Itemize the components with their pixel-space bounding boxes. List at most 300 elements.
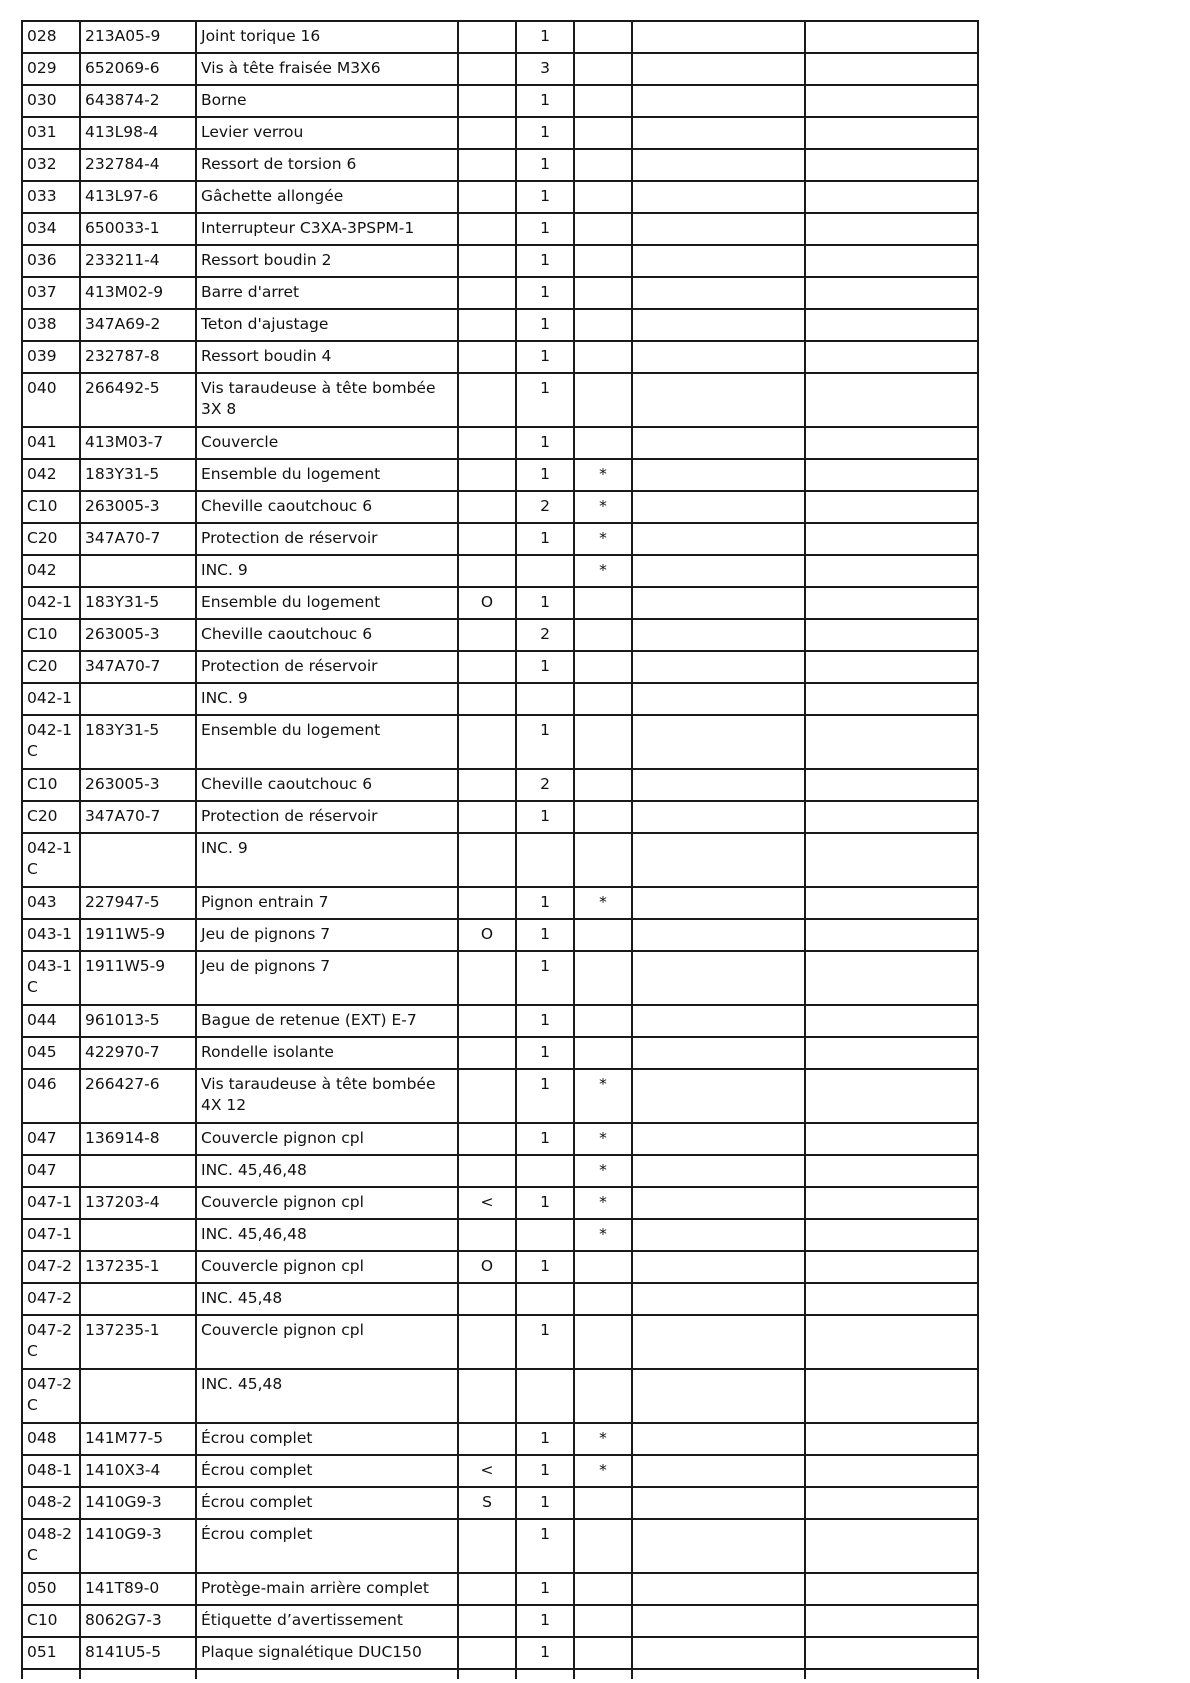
note-mark (574, 769, 632, 801)
note-mark (574, 1637, 632, 1669)
part-number: 347A70-7 (80, 523, 196, 555)
note-mark (574, 1005, 632, 1037)
empty-cell (805, 341, 978, 373)
quantity: 1 (516, 245, 574, 277)
empty-cell (805, 1283, 978, 1315)
item-number: 047-1 (22, 1187, 80, 1219)
option-mark (458, 555, 516, 587)
option-mark (458, 1005, 516, 1037)
option-mark (458, 245, 516, 277)
part-number: 8141U5-5 (80, 1637, 196, 1669)
part-description: Écrou complet (196, 1455, 458, 1487)
table-row (22, 619, 978, 651)
note-mark (574, 245, 632, 277)
empty-cell (805, 715, 978, 769)
note-mark (574, 427, 632, 459)
note-mark (574, 833, 632, 887)
item-number: 039 (22, 341, 80, 373)
quantity: 1 (516, 801, 574, 833)
part-description: INC. 9 (196, 833, 458, 887)
table-row (22, 1369, 978, 1423)
note-mark (574, 1251, 632, 1283)
item-number: 032 (22, 149, 80, 181)
quantity: 1 (516, 213, 574, 245)
note-mark (574, 801, 632, 833)
part-number: 266492-5 (80, 373, 196, 427)
item-number: 041 (22, 427, 80, 459)
quantity: 2 (516, 769, 574, 801)
part-number: 347A70-7 (80, 651, 196, 683)
table-row (22, 951, 978, 1005)
part-number: 1911W5-9 (80, 919, 196, 951)
table-row (22, 373, 978, 427)
part-number (80, 555, 196, 587)
part-description: Teton d'ajustage (196, 309, 458, 341)
quantity (516, 1369, 574, 1423)
item-number: 046 (22, 1069, 80, 1123)
option-mark (458, 21, 516, 53)
empty-cell (632, 1251, 805, 1283)
note-mark (574, 1519, 632, 1573)
empty-cell (632, 651, 805, 683)
table-row (22, 1123, 978, 1155)
part-description: Couvercle pignon cpl (196, 1187, 458, 1219)
part-description: Écrou complet (196, 1519, 458, 1573)
empty-cell (196, 1669, 458, 1679)
note-mark: * (574, 491, 632, 523)
quantity: 1 (516, 181, 574, 213)
part-description: Étiquette d’avertissement (196, 1605, 458, 1637)
option-mark: O (458, 919, 516, 951)
quantity: 1 (516, 1315, 574, 1369)
table-row (22, 341, 978, 373)
empty-cell (805, 427, 978, 459)
empty-cell (632, 1219, 805, 1251)
table-row (22, 1187, 978, 1219)
empty-cell (805, 309, 978, 341)
table-row (22, 117, 978, 149)
part-description: Ensemble du logement (196, 715, 458, 769)
table-row (22, 277, 978, 309)
empty-cell (805, 619, 978, 651)
option-mark (458, 373, 516, 427)
empty-cell (805, 181, 978, 213)
option-mark (458, 1519, 516, 1573)
empty-cell (805, 277, 978, 309)
table-row (22, 181, 978, 213)
table-row (22, 683, 978, 715)
part-number: 213A05-9 (80, 21, 196, 53)
item-number: C10 (22, 619, 80, 651)
note-mark (574, 1283, 632, 1315)
part-number: 263005-3 (80, 491, 196, 523)
empty-cell (458, 1669, 516, 1679)
empty-cell (632, 1423, 805, 1455)
item-number: 029 (22, 53, 80, 85)
quantity: 1 (516, 587, 574, 619)
option-mark (458, 491, 516, 523)
note-mark: * (574, 459, 632, 491)
table-row (22, 769, 978, 801)
quantity: 2 (516, 491, 574, 523)
empty-cell (632, 1519, 805, 1573)
quantity: 1 (516, 651, 574, 683)
quantity (516, 683, 574, 715)
quantity: 1 (516, 1487, 574, 1519)
item-number: C20 (22, 523, 80, 555)
part-description: Protection de réservoir (196, 801, 458, 833)
note-mark: * (574, 1187, 632, 1219)
empty-cell (805, 53, 978, 85)
empty-cell (632, 213, 805, 245)
part-description: Protection de réservoir (196, 651, 458, 683)
part-description: Ensemble du logement (196, 459, 458, 491)
item-number: 047-1 (22, 1219, 80, 1251)
option-mark (458, 427, 516, 459)
option-mark (458, 651, 516, 683)
item-number: 048-2 (22, 1487, 80, 1519)
option-mark (458, 459, 516, 491)
table-row (22, 459, 978, 491)
part-description: Ressort de torsion 6 (196, 149, 458, 181)
note-mark (574, 309, 632, 341)
part-description: Barre d'arret (196, 277, 458, 309)
table-row (22, 1005, 978, 1037)
part-number: 1410X3-4 (80, 1455, 196, 1487)
part-description: Jeu de pignons 7 (196, 919, 458, 951)
item-number: 038 (22, 309, 80, 341)
empty-cell (632, 1369, 805, 1423)
item-number: C20 (22, 801, 80, 833)
empty-cell (632, 341, 805, 373)
empty-cell (632, 555, 805, 587)
empty-cell (632, 1155, 805, 1187)
option-mark (458, 769, 516, 801)
note-mark (574, 373, 632, 427)
option-mark (458, 951, 516, 1005)
empty-cell (805, 149, 978, 181)
note-mark (574, 117, 632, 149)
item-number: C10 (22, 1605, 80, 1637)
note-mark (574, 21, 632, 53)
table-row (22, 1637, 978, 1669)
table-row (22, 1455, 978, 1487)
note-mark: * (574, 523, 632, 555)
empty-cell (805, 1519, 978, 1573)
quantity: 1 (516, 951, 574, 1005)
empty-cell (80, 1669, 196, 1679)
item-number: C10 (22, 491, 80, 523)
part-description: Jeu de pignons 7 (196, 951, 458, 1005)
part-description: Protection de réservoir (196, 523, 458, 555)
empty-cell (805, 1605, 978, 1637)
part-description: Cheville caoutchouc 6 (196, 491, 458, 523)
empty-cell (632, 683, 805, 715)
table-row (22, 1519, 978, 1573)
option-mark: < (458, 1187, 516, 1219)
item-number: 045 (22, 1037, 80, 1069)
item-number: 047-2 C (22, 1315, 80, 1369)
part-description: Écrou complet (196, 1487, 458, 1519)
empty-cell (805, 1187, 978, 1219)
note-mark: * (574, 1455, 632, 1487)
option-mark (458, 213, 516, 245)
item-number: 043-1 (22, 919, 80, 951)
quantity (516, 1155, 574, 1187)
quantity: 1 (516, 523, 574, 555)
empty-cell (632, 1005, 805, 1037)
note-mark (574, 149, 632, 181)
part-number: 266427-6 (80, 1069, 196, 1123)
item-number: 042-1 C (22, 715, 80, 769)
quantity: 1 (516, 1455, 574, 1487)
empty-cell (805, 1637, 978, 1669)
empty-cell (632, 491, 805, 523)
option-mark (458, 887, 516, 919)
note-mark (574, 213, 632, 245)
quantity (516, 1219, 574, 1251)
part-number: 422970-7 (80, 1037, 196, 1069)
item-number: 043-1 C (22, 951, 80, 1005)
part-description: Couvercle pignon cpl (196, 1251, 458, 1283)
item-number: 042 (22, 459, 80, 491)
quantity: 1 (516, 459, 574, 491)
note-mark: * (574, 1423, 632, 1455)
empty-cell (632, 309, 805, 341)
empty-cell (632, 459, 805, 491)
empty-cell (805, 1251, 978, 1283)
part-number: 263005-3 (80, 619, 196, 651)
option-mark (458, 833, 516, 887)
option-mark (458, 1123, 516, 1155)
empty-cell (632, 1637, 805, 1669)
part-description: Gâchette allongée (196, 181, 458, 213)
option-mark (458, 53, 516, 85)
option-mark (458, 1573, 516, 1605)
empty-cell (805, 1487, 978, 1519)
option-mark (458, 117, 516, 149)
quantity: 1 (516, 1637, 574, 1669)
part-number (80, 1219, 196, 1251)
part-number: 137203-4 (80, 1187, 196, 1219)
note-mark: * (574, 887, 632, 919)
table-row (22, 149, 978, 181)
empty-cell (632, 181, 805, 213)
empty-cell (805, 555, 978, 587)
item-number: 031 (22, 117, 80, 149)
part-description: INC. 45,48 (196, 1283, 458, 1315)
empty-cell (805, 85, 978, 117)
note-mark (574, 587, 632, 619)
part-number: 136914-8 (80, 1123, 196, 1155)
empty-cell (632, 427, 805, 459)
empty-cell (805, 21, 978, 53)
empty-cell (805, 117, 978, 149)
item-number: 033 (22, 181, 80, 213)
option-mark (458, 683, 516, 715)
part-number: 232784-4 (80, 149, 196, 181)
part-number: 652069-6 (80, 53, 196, 85)
option-mark (458, 1283, 516, 1315)
note-mark (574, 715, 632, 769)
empty-cell (574, 1669, 632, 1679)
note-mark: * (574, 1219, 632, 1251)
empty-cell (805, 523, 978, 555)
part-number (80, 1369, 196, 1423)
quantity: 1 (516, 277, 574, 309)
quantity: 1 (516, 117, 574, 149)
item-number: 043 (22, 887, 80, 919)
option-mark (458, 149, 516, 181)
part-number: 137235-1 (80, 1251, 196, 1283)
empty-cell (805, 459, 978, 491)
empty-cell (632, 951, 805, 1005)
part-description: INC. 45,48 (196, 1369, 458, 1423)
option-mark (458, 523, 516, 555)
item-number: 030 (22, 85, 80, 117)
note-mark (574, 683, 632, 715)
item-number: 050 (22, 1573, 80, 1605)
empty-cell (632, 1315, 805, 1369)
empty-cell (22, 1669, 80, 1679)
empty-cell (632, 149, 805, 181)
empty-cell (632, 117, 805, 149)
item-number: 042 (22, 555, 80, 587)
quantity: 1 (516, 1187, 574, 1219)
quantity: 1 (516, 427, 574, 459)
table-row (22, 887, 978, 919)
empty-cell (632, 1283, 805, 1315)
empty-cell (805, 1455, 978, 1487)
table-row (22, 555, 978, 587)
option-mark (458, 801, 516, 833)
table-row (22, 213, 978, 245)
option-mark (458, 1037, 516, 1069)
part-description: Vis taraudeuse à tête bombée 3X 8 (196, 373, 458, 427)
table-row (22, 1155, 978, 1187)
item-number: 048-2 C (22, 1519, 80, 1573)
item-number: 047-2 (22, 1283, 80, 1315)
table-row (22, 1283, 978, 1315)
item-number: 047 (22, 1123, 80, 1155)
part-number: 643874-2 (80, 85, 196, 117)
quantity: 1 (516, 1037, 574, 1069)
part-number: 141T89-0 (80, 1573, 196, 1605)
note-mark (574, 651, 632, 683)
note-mark: * (574, 1155, 632, 1187)
empty-cell (632, 887, 805, 919)
note-mark (574, 1037, 632, 1069)
table-row (22, 491, 978, 523)
note-mark (574, 181, 632, 213)
empty-cell (805, 373, 978, 427)
part-description: Joint torique 16 (196, 21, 458, 53)
item-number: 051 (22, 1637, 80, 1669)
part-description: Ressort boudin 2 (196, 245, 458, 277)
option-mark (458, 277, 516, 309)
table-row (22, 1251, 978, 1283)
part-number: 233211-4 (80, 245, 196, 277)
item-number: 040 (22, 373, 80, 427)
item-number: 044 (22, 1005, 80, 1037)
empty-cell (632, 245, 805, 277)
table-row (22, 1487, 978, 1519)
empty-cell (805, 801, 978, 833)
empty-cell (632, 53, 805, 85)
note-mark (574, 1605, 632, 1637)
table-row (22, 427, 978, 459)
quantity (516, 1283, 574, 1315)
empty-cell (632, 833, 805, 887)
item-number: 034 (22, 213, 80, 245)
table-row (22, 53, 978, 85)
part-description: Plaque signalétique DUC150 (196, 1637, 458, 1669)
part-number: 1911W5-9 (80, 951, 196, 1005)
note-mark (574, 277, 632, 309)
option-mark (458, 1423, 516, 1455)
part-number (80, 833, 196, 887)
item-number: 042-1 (22, 587, 80, 619)
part-number: 1410G9-3 (80, 1487, 196, 1519)
quantity: 1 (516, 1123, 574, 1155)
empty-cell (632, 919, 805, 951)
quantity (516, 833, 574, 887)
note-mark (574, 1315, 632, 1369)
part-number: 413M02-9 (80, 277, 196, 309)
empty-cell (805, 833, 978, 887)
option-mark: S (458, 1487, 516, 1519)
item-number: 047-2 (22, 1251, 80, 1283)
empty-cell (632, 801, 805, 833)
part-description: Couvercle (196, 427, 458, 459)
note-mark (574, 341, 632, 373)
quantity: 1 (516, 373, 574, 427)
empty-cell (632, 1187, 805, 1219)
part-number: 263005-3 (80, 769, 196, 801)
part-description: Vis à tête fraisée M3X6 (196, 53, 458, 85)
table-row (22, 1573, 978, 1605)
table-row (22, 309, 978, 341)
empty-cell (805, 1573, 978, 1605)
note-mark (574, 1487, 632, 1519)
part-description: INC. 9 (196, 555, 458, 587)
note-mark (574, 951, 632, 1005)
part-number: 8062G7-3 (80, 1605, 196, 1637)
quantity: 1 (516, 341, 574, 373)
empty-cell (805, 1369, 978, 1423)
part-number: 183Y31-5 (80, 715, 196, 769)
option-mark (458, 181, 516, 213)
quantity: 1 (516, 919, 574, 951)
option-mark (458, 1219, 516, 1251)
empty-cell (632, 1123, 805, 1155)
option-mark (458, 1369, 516, 1423)
part-description: Ressort boudin 4 (196, 341, 458, 373)
table-row (22, 1423, 978, 1455)
part-description: Pignon entrain 7 (196, 887, 458, 919)
parts-table-body (22, 21, 978, 1679)
part-number: 183Y31-5 (80, 587, 196, 619)
quantity: 1 (516, 1069, 574, 1123)
table-row (22, 587, 978, 619)
empty-cell (805, 491, 978, 523)
option-mark (458, 1637, 516, 1669)
part-description: Vis taraudeuse à tête bombée 4X 12 (196, 1069, 458, 1123)
empty-cell (805, 651, 978, 683)
empty-cell (805, 683, 978, 715)
empty-cell (805, 213, 978, 245)
table-row-cut-off (22, 1669, 978, 1679)
